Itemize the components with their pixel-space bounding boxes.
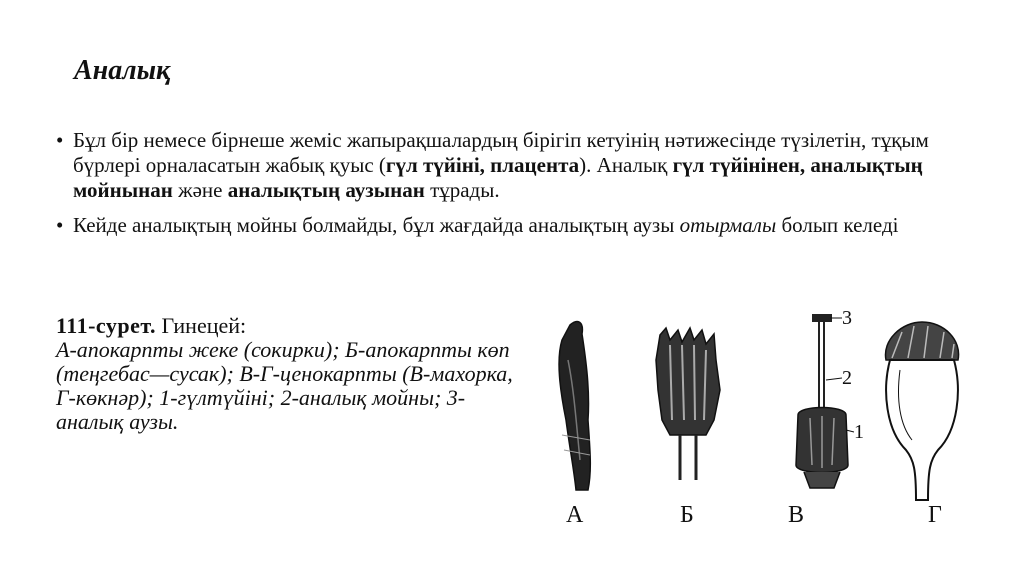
figure-caption	[56, 314, 514, 434]
bullet-text: Кейде аналықтың мойны болмайды, бұл жағдайда аналықтың аузы	[73, 213, 680, 237]
part-label: 2	[842, 367, 852, 389]
bullet-text: болып келеді	[776, 213, 899, 237]
pistil-b-drawing	[656, 328, 720, 480]
bullet-text: және	[172, 178, 228, 202]
panel-label: Г	[928, 502, 942, 528]
pistil-a-drawing	[559, 322, 590, 490]
bullet-dot: •	[56, 128, 64, 152]
figure-caption-body: А-апокарпты жеке (сокирки); Б-апокарпты көп (теңгебас—сусак); В-Г-ценокарпты (В-махорка, Г-көкнәр); 1-гүлтүйіні; 2-аналық мойны; 3-аналық аузы.	[56, 337, 513, 434]
bold-term: гүл түйіні, плацента	[385, 153, 580, 177]
gynoecium-drawing	[530, 300, 990, 530]
gynoecium-figure	[530, 300, 990, 530]
figure-caption-title: Гинецей:	[161, 313, 247, 338]
figure-number: 111-сурет.	[56, 313, 157, 338]
bullet-text: Бұл бір немесе бірнеше жеміс жапырақшалардың бірігіп кетуінің нәтижесінде түзілетін, тұқым бүрлері орналасатын жабық қуыс (	[73, 128, 929, 177]
bold-term: аналықтың аузынан	[227, 178, 425, 202]
bullet-item	[56, 128, 996, 203]
bullet-text: тұрады.	[424, 178, 500, 202]
pistil-c-drawing	[796, 307, 864, 488]
bold-term: гүл түйінінен, аналықтың мойнынан	[73, 153, 923, 202]
panel-label: Б	[680, 502, 694, 528]
part-label: 3	[842, 307, 852, 329]
bullet-item	[56, 213, 996, 238]
part-label: 1	[854, 421, 864, 443]
panel-label: А	[566, 502, 584, 528]
bullet-dot: •	[56, 213, 64, 237]
pistil-d-drawing	[885, 322, 958, 500]
italic-term: отырмалы	[679, 213, 777, 237]
panel-label: В	[788, 502, 805, 528]
page-title: Аналық	[74, 55, 171, 86]
bullet-list	[56, 128, 996, 248]
bullet-text: ). Аналық	[579, 153, 673, 177]
